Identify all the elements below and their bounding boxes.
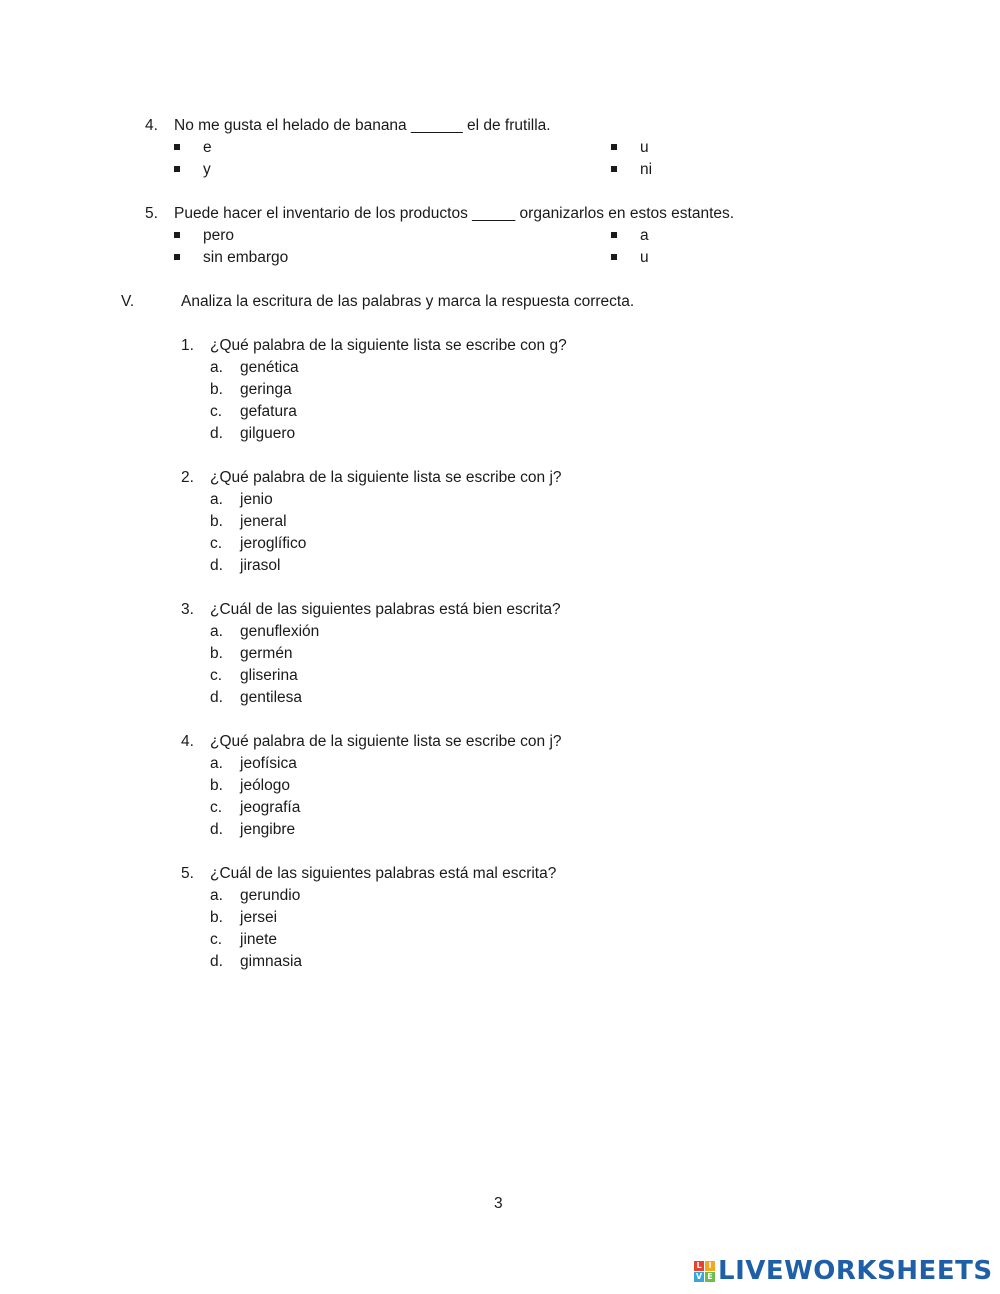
bullet-square-icon — [611, 144, 617, 150]
question-number: 4. — [181, 733, 194, 750]
section-numeral: V. — [121, 293, 135, 310]
bullet-square-icon — [174, 232, 180, 238]
option-letter: d. — [210, 821, 223, 838]
bullet-square-icon — [174, 166, 180, 172]
option-text[interactable]: geringa — [240, 381, 292, 398]
option-text[interactable]: a — [640, 227, 649, 244]
option-letter: b. — [210, 645, 223, 662]
question-number: 4. — [145, 117, 158, 134]
option-text[interactable]: jeografía — [240, 799, 301, 816]
question-text: ¿Qué palabra de la siguiente lista se escribe con j? — [210, 733, 562, 750]
logo-icon — [694, 1261, 715, 1282]
question-number: 1. — [181, 337, 194, 354]
option-letter: d. — [210, 953, 223, 970]
option-text[interactable]: y — [203, 161, 211, 178]
question-number: 5. — [181, 865, 194, 882]
option-text[interactable]: jirasol — [240, 557, 281, 574]
option-letter: b. — [210, 909, 223, 926]
section-instruction: Analiza la escritura de las palabras y marca la respuesta correcta. — [181, 293, 635, 310]
option-text[interactable]: jengibre — [240, 821, 296, 838]
question-text: ¿Cuál de las siguientes palabras está bien escrita? — [210, 601, 561, 618]
option-letter: b. — [210, 381, 223, 398]
option-text[interactable]: jeneral — [240, 513, 287, 530]
question-number: 2. — [181, 469, 194, 486]
bullet-square-icon — [611, 232, 617, 238]
logo-letter: E — [705, 1272, 715, 1282]
option-text[interactable]: jersei — [240, 909, 278, 926]
option-letter: a. — [210, 887, 223, 904]
question-text: ¿Qué palabra de la siguiente lista se escribe con g? — [210, 337, 567, 354]
logo-letter: L — [694, 1261, 704, 1271]
option-letter: c. — [210, 403, 223, 420]
logo-letter: V — [695, 1271, 703, 1281]
bullet-square-icon — [611, 254, 617, 260]
question-text: No me gusta el helado de banana ______ el de frutilla. — [174, 117, 551, 134]
logo-letter: I — [705, 1261, 715, 1271]
bullet-square-icon — [611, 166, 617, 172]
question-text: ¿Cuál de las siguientes palabras está mal escrita? — [210, 865, 557, 882]
option-letter: a. — [210, 623, 223, 640]
option-letter: d. — [210, 557, 223, 574]
option-text[interactable]: gefatura — [240, 403, 297, 420]
option-text[interactable]: genética — [240, 359, 299, 376]
option-letter: a. — [210, 359, 223, 376]
option-letter: a. — [210, 755, 223, 772]
option-letter: c. — [210, 667, 223, 684]
option-text[interactable]: jeólogo — [240, 777, 290, 794]
option-text[interactable]: u — [640, 139, 649, 156]
option-text[interactable]: gilguero — [240, 425, 296, 442]
option-letter: d. — [210, 425, 223, 442]
option-text[interactable]: genuflexión — [240, 623, 320, 640]
option-letter: c. — [210, 931, 223, 948]
option-text[interactable]: jenio — [240, 491, 273, 508]
option-text[interactable]: pero — [203, 227, 235, 244]
option-letter: c. — [210, 535, 223, 552]
bullet-square-icon — [174, 144, 180, 150]
page-number: 3 — [494, 1195, 503, 1212]
option-letter: b. — [210, 777, 223, 794]
option-letter: b. — [210, 513, 223, 530]
option-text[interactable]: sin embargo — [203, 249, 289, 266]
question-number: 5. — [145, 205, 158, 222]
question-text: ¿Qué palabra de la siguiente lista se escribe con j? — [210, 469, 562, 486]
option-letter: a. — [210, 491, 223, 508]
question-text: Puede hacer el inventario de los productos _____ organizarlos en estos estantes. — [174, 205, 735, 222]
option-text[interactable]: u — [640, 249, 649, 266]
option-text[interactable]: gimnasia — [240, 953, 303, 970]
option-text[interactable]: ni — [640, 161, 653, 178]
bullet-square-icon — [174, 254, 180, 260]
liveworksheets-logo — [694, 1256, 993, 1286]
option-text[interactable]: gentilesa — [240, 689, 303, 706]
option-text[interactable]: gerundio — [240, 887, 301, 904]
option-letter: d. — [210, 689, 223, 706]
brand-name: LIVEWORKSHEETS — [718, 1256, 993, 1286]
option-text[interactable]: gliserina — [240, 667, 298, 684]
option-text[interactable]: jinete — [240, 931, 278, 948]
option-text[interactable]: jeroglífico — [240, 535, 307, 552]
option-letter: c. — [210, 799, 223, 816]
question-number: 3. — [181, 601, 194, 618]
option-text[interactable]: germén — [240, 645, 293, 662]
option-text[interactable]: e — [203, 139, 212, 156]
option-text[interactable]: jeofísica — [240, 755, 297, 772]
